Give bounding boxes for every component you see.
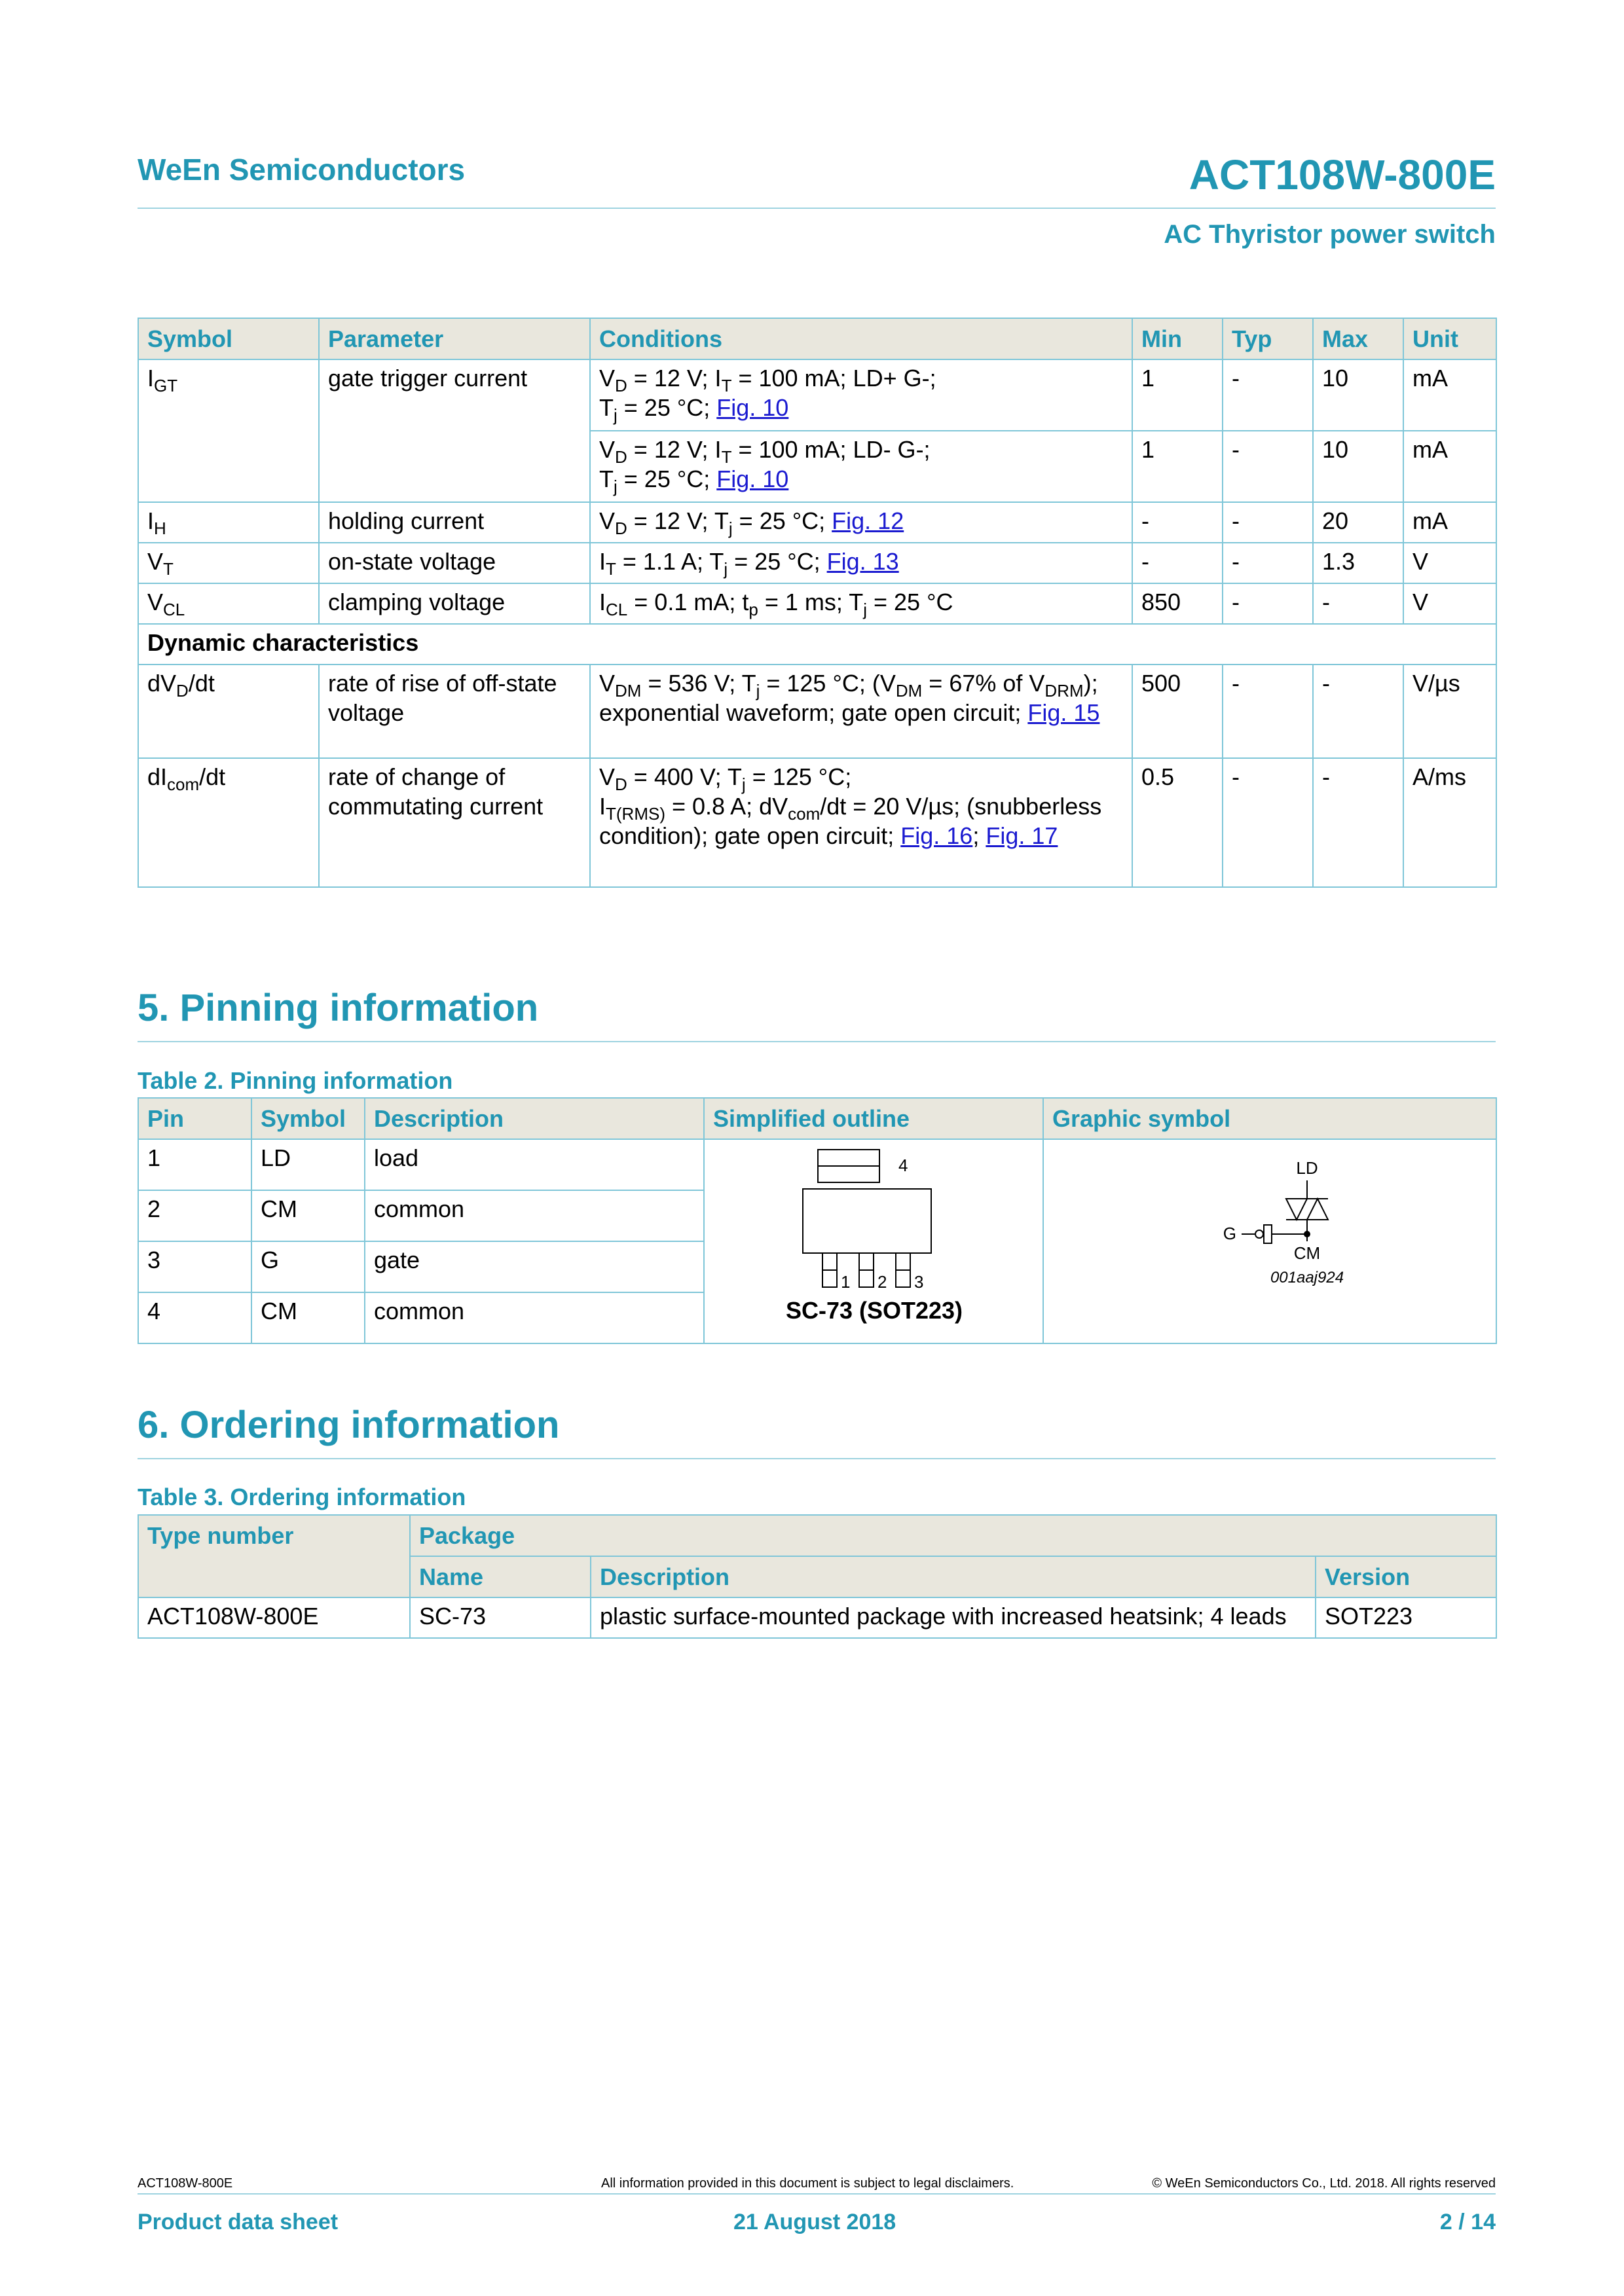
min-cell: 1 — [1132, 359, 1223, 431]
symbol-code: 001aaj924 — [1270, 1269, 1344, 1286]
min-cell: - — [1132, 502, 1223, 543]
product-subtitle: AC Thyristor power switch — [1164, 220, 1496, 249]
col-unit: Unit — [1403, 318, 1496, 359]
pin1-label: 1 — [841, 1272, 851, 1292]
typ-cell: - — [1223, 502, 1313, 543]
min-cell: 500 — [1132, 665, 1223, 758]
col-package: Package — [410, 1515, 1496, 1556]
figure-link[interactable]: Fig. 17 — [986, 822, 1058, 849]
footer-date: 21 August 2018 — [733, 2210, 896, 2234]
symbol-cell: $I_{GT}$ — [138, 359, 319, 502]
conditions-cell: $I_T = 1.1$ A; $T_j = 25$ °C; Fig. 13 — [590, 543, 1132, 583]
footer-disclaimer: All information provided in this document is subject to legal disclaimers. — [601, 2176, 1014, 2191]
description-cell: gate — [365, 1241, 704, 1292]
parameter-cell: on-state voltage — [319, 543, 590, 583]
pin-cell: 4 — [138, 1292, 251, 1343]
table-row — [138, 665, 1496, 758]
thyristor-symbol-icon — [1044, 1140, 1497, 1336]
pinning-table — [138, 1097, 1497, 1344]
col-type-number: Type number — [138, 1515, 410, 1597]
typ-cell: - — [1223, 431, 1313, 502]
table-row — [138, 1597, 1496, 1638]
footer-page-number: 2 / 14 — [1439, 2210, 1496, 2234]
pin-cell: 2 — [138, 1190, 251, 1241]
table-header-row — [138, 318, 1496, 359]
dynamic-characteristics-label: Dynamic characteristics — [138, 624, 1496, 665]
outline-cell — [704, 1139, 1043, 1343]
unit-cell: V — [1403, 583, 1496, 624]
footer-copyright: © WeEn Semiconductors Co., Ltd. 2018. All rights reserved — [1152, 2176, 1496, 2191]
col-graphic: Graphic symbol — [1043, 1098, 1496, 1139]
description-cell: load — [365, 1139, 704, 1190]
symbol-cell: G — [251, 1241, 365, 1292]
col-parameter: Parameter — [319, 318, 590, 359]
col-min: Min — [1132, 318, 1223, 359]
parameter-cell: gate trigger current — [319, 359, 590, 502]
figure-link[interactable]: Fig. 10 — [716, 465, 789, 492]
footer-divider — [138, 2193, 1496, 2195]
parameter-cell: rate of rise of off-state voltage — [319, 665, 590, 758]
typ-cell: - — [1223, 543, 1313, 583]
unit-cell: V — [1403, 543, 1496, 583]
conditions-cell: $V_D = 12$ V; $I_T = 100$ mA; LD+ G-; $T_j = 25$ °C; Fig. 10 — [590, 359, 1132, 431]
figure-link[interactable]: Fig. 12 — [832, 507, 904, 534]
table-caption-ordering: Table 3. Ordering information — [138, 1484, 466, 1510]
parameter-cell: holding current — [319, 502, 590, 543]
col-outline: Simplified outline — [704, 1098, 1043, 1139]
max-cell: - — [1313, 758, 1403, 887]
table-row — [138, 758, 1496, 887]
conditions-cell: $V_D = 12$ V; $T_j = 25$ °C; Fig. 12 — [590, 502, 1132, 543]
unit-cell: mA — [1403, 431, 1496, 502]
typ-cell: - — [1223, 359, 1313, 431]
symbol-cell: $V_{CL}$ — [138, 583, 319, 624]
parameter-cell: rate of change of commutating current — [319, 758, 590, 887]
version-cell: SOT223 — [1316, 1597, 1496, 1638]
max-cell: 10 — [1313, 431, 1403, 502]
parameter-cell: clamping voltage — [319, 583, 590, 624]
figure-link[interactable]: Fig. 13 — [826, 548, 899, 575]
unit-cell: mA — [1403, 502, 1496, 543]
unit-cell: mA — [1403, 359, 1496, 431]
pin3-label: 3 — [914, 1272, 924, 1292]
col-symbol: Symbol — [138, 318, 319, 359]
name-cell: SC-73 — [410, 1597, 591, 1638]
ld-label: LD — [1296, 1158, 1318, 1178]
max-cell: - — [1313, 665, 1403, 758]
col-name: Name — [410, 1556, 591, 1597]
section-divider — [138, 1041, 1496, 1042]
header-divider — [138, 208, 1496, 209]
table-row — [138, 502, 1496, 543]
section-title-ordering: 6. Ordering information — [138, 1404, 560, 1446]
pin-cell: 1 — [138, 1139, 251, 1190]
table-row — [138, 359, 1496, 431]
col-symbol: Symbol — [251, 1098, 365, 1139]
package-name: SC-73 (SOT223) — [785, 1297, 963, 1324]
symbol-cell: LD — [251, 1139, 365, 1190]
typ-cell: - — [1223, 665, 1313, 758]
pin2-label: 2 — [877, 1272, 887, 1292]
section-divider — [138, 1458, 1496, 1459]
company-name: WeEn Semiconductors — [138, 153, 466, 187]
cm-label: CM — [1293, 1243, 1321, 1263]
symbol-cell: $V_T$ — [138, 543, 319, 583]
table-header-row — [138, 1098, 1496, 1139]
pin-cell: 3 — [138, 1241, 251, 1292]
section-title-pinning: 5. Pinning information — [138, 987, 539, 1029]
symbol-cell: CM — [251, 1292, 365, 1343]
col-max: Max — [1313, 318, 1403, 359]
symbol-cell: CM — [251, 1190, 365, 1241]
min-cell: 0.5 — [1132, 758, 1223, 887]
type-number-cell: ACT108W-800E — [138, 1597, 410, 1638]
typ-cell: - — [1223, 583, 1313, 624]
max-cell: - — [1313, 583, 1403, 624]
conditions-cell: $V_D = 400$ V; $T_j = 125$ °C; $I_{T(RMS)} = 0.8$ A; $dV_{com}/dt = 20$ V/µs; (snubberless condition); gate open circuit; Fig. 16; Fig. 17 — [590, 758, 1132, 887]
figure-link[interactable]: Fig. 10 — [716, 394, 789, 421]
product-title: ACT108W-800E — [1189, 151, 1496, 198]
graphic-symbol-cell — [1043, 1139, 1496, 1343]
symbol-cell: $dI_{com}/dt$ — [138, 758, 319, 887]
table-row — [138, 583, 1496, 624]
conditions-cell: $V_{DM} = 536$ V; $T_j = 125$ °C; ($V_{DM} = 67\%$ of $V_{DRM}$); exponential waveform; gate open circuit; Fig. 15 — [590, 665, 1132, 758]
conditions-cell: $I_{CL} = 0.1$ mA; $t_p = 1$ ms; $T_j = 25$ °C — [590, 583, 1132, 624]
col-typ: Typ — [1223, 318, 1313, 359]
pin4-label: 4 — [898, 1156, 908, 1175]
table-header-row — [138, 1515, 1496, 1556]
table-caption-pinning: Table 2. Pinning information — [138, 1067, 453, 1094]
ordering-table — [138, 1514, 1497, 1639]
figure-link[interactable]: Fig. 15 — [1027, 699, 1100, 726]
description-cell: common — [365, 1292, 704, 1343]
col-version: Version — [1316, 1556, 1496, 1597]
characteristics-table — [138, 318, 1497, 888]
typ-cell: - — [1223, 758, 1313, 887]
col-description: Description — [365, 1098, 704, 1139]
table-row — [138, 1139, 1496, 1190]
col-description: Description — [591, 1556, 1316, 1597]
description-cell: plastic surface-mounted package with increased heatsink; 4 leads — [591, 1597, 1316, 1638]
footer-doc-type: Product data sheet — [138, 2210, 339, 2234]
col-pin: Pin — [138, 1098, 251, 1139]
min-cell: 1 — [1132, 431, 1223, 502]
footer-doc-id: ACT108W-800E — [138, 2176, 233, 2191]
max-cell: 1.3 — [1313, 543, 1403, 583]
min-cell: 850 — [1132, 583, 1223, 624]
conditions-cell: $V_D = 12$ V; $I_T = 100$ mA; LD- G-; $T_j = 25$ °C; Fig. 10 — [590, 431, 1132, 502]
max-cell: 10 — [1313, 359, 1403, 431]
section-row — [138, 624, 1496, 665]
min-cell: - — [1132, 543, 1223, 583]
description-cell: common — [365, 1190, 704, 1241]
unit-cell: A/ms — [1403, 758, 1496, 887]
symbol-cell: $I_H$ — [138, 502, 319, 543]
max-cell: 20 — [1313, 502, 1403, 543]
table-row — [138, 543, 1496, 583]
g-label: G — [1223, 1224, 1236, 1243]
symbol-cell: $dV_D/dt$ — [138, 665, 319, 758]
figure-link[interactable]: Fig. 16 — [900, 822, 973, 849]
unit-cell: V/µs — [1403, 665, 1496, 758]
col-conditions: Conditions — [590, 318, 1132, 359]
